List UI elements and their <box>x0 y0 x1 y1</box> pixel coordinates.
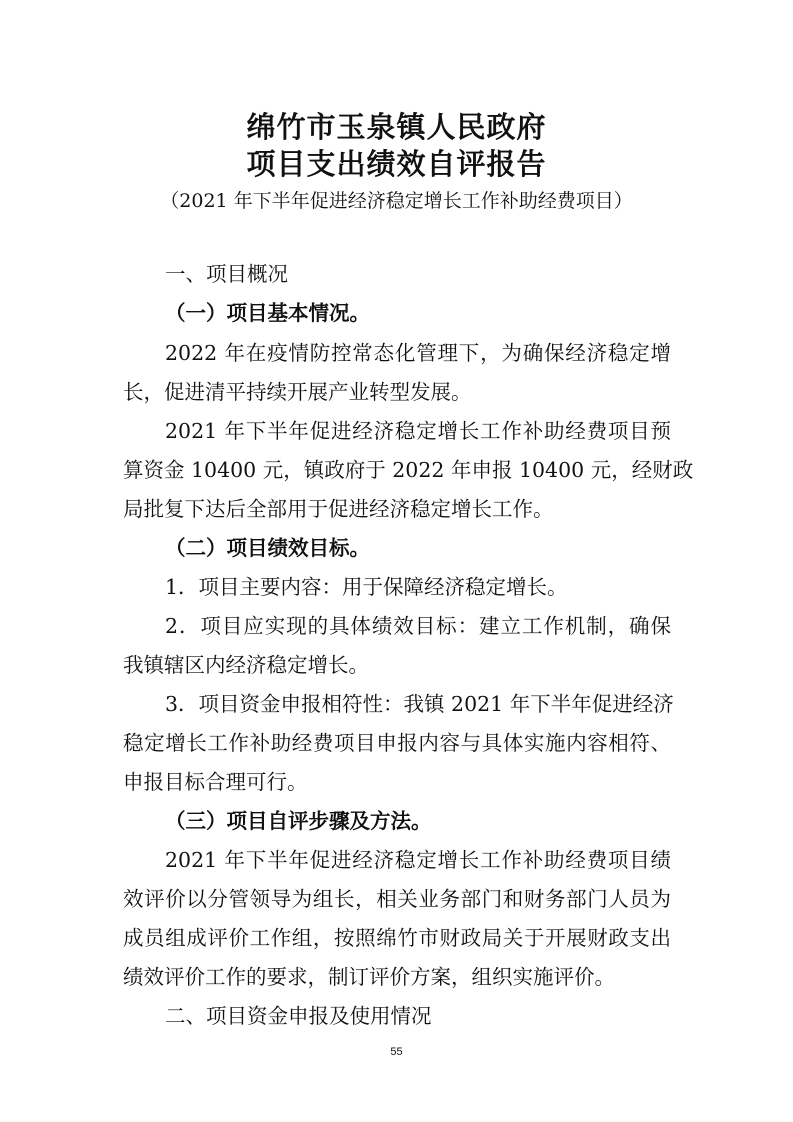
section2-heading: 二、项目资金申报及使用情况 <box>165 1004 432 1028</box>
item2-line2: 我镇辖区内经济稳定增长。 <box>123 653 369 677</box>
paragraph1-line2: 长，促进清平持续开展产业转型发展。 <box>123 380 472 404</box>
paragraph2-line2: 算资金 10400 元，镇政府于 2022 年申报 10400 元，经财政 <box>123 458 694 482</box>
item1-line1: 1．项目主要内容：用于保障经济稳定增长。 <box>165 575 568 599</box>
item3-line3: 申报目标合理可行。 <box>123 770 308 794</box>
paragraph3-line1: 2021 年下半年促进经济稳定增长工作补助经费项目绩 <box>165 848 671 872</box>
item3-line2: 稳定增长工作补助经费项目申报内容与具体实施内容相符、 <box>123 731 671 755</box>
document-title-line2: 项目支出绩效自评报告 <box>246 147 547 181</box>
paragraph2-line1: 2021 年下半年促进经济稳定增长工作补助经费项目预 <box>165 419 671 443</box>
subsection3-heading: （三）项目自评步骤及方法。 <box>165 809 432 833</box>
paragraph3-line3: 成员组成评价工作组，按照绵竹市财政局关于开展财政支出 <box>123 926 671 950</box>
paragraph3-line4: 绩效评价工作的要求，制订评价方案，组织实施评价。 <box>123 965 615 989</box>
document-title-line1: 绵竹市玉泉镇人民政府 <box>246 110 547 144</box>
paragraph3-line2: 效评价以分管领导为组长，相关业务部门和财务部门人员为 <box>123 887 671 911</box>
paragraph1-line1: 2022 年在疫情防控常态化管理下，为确保经济稳定增 <box>165 341 671 365</box>
page-number: 55 <box>390 1046 403 1058</box>
item3-line1: 3．项目资金申报相符性：我镇 2021 年下半年促进经济 <box>165 692 674 716</box>
paragraph2-line3: 局批复下达后全部用于促进经济稳定增长工作。 <box>123 497 554 521</box>
subsection2-heading: （二）项目绩效目标。 <box>165 536 370 560</box>
subsection1-heading: （一）项目基本情况。 <box>165 301 370 325</box>
section1-heading: 一、项目概况 <box>165 262 288 286</box>
document-subtitle: （2021 年下半年促进经济稳定增长工作补助经费项目） <box>160 190 633 212</box>
item2-line1: 2．项目应实现的具体绩效目标：建立工作机制，确保 <box>165 614 671 638</box>
